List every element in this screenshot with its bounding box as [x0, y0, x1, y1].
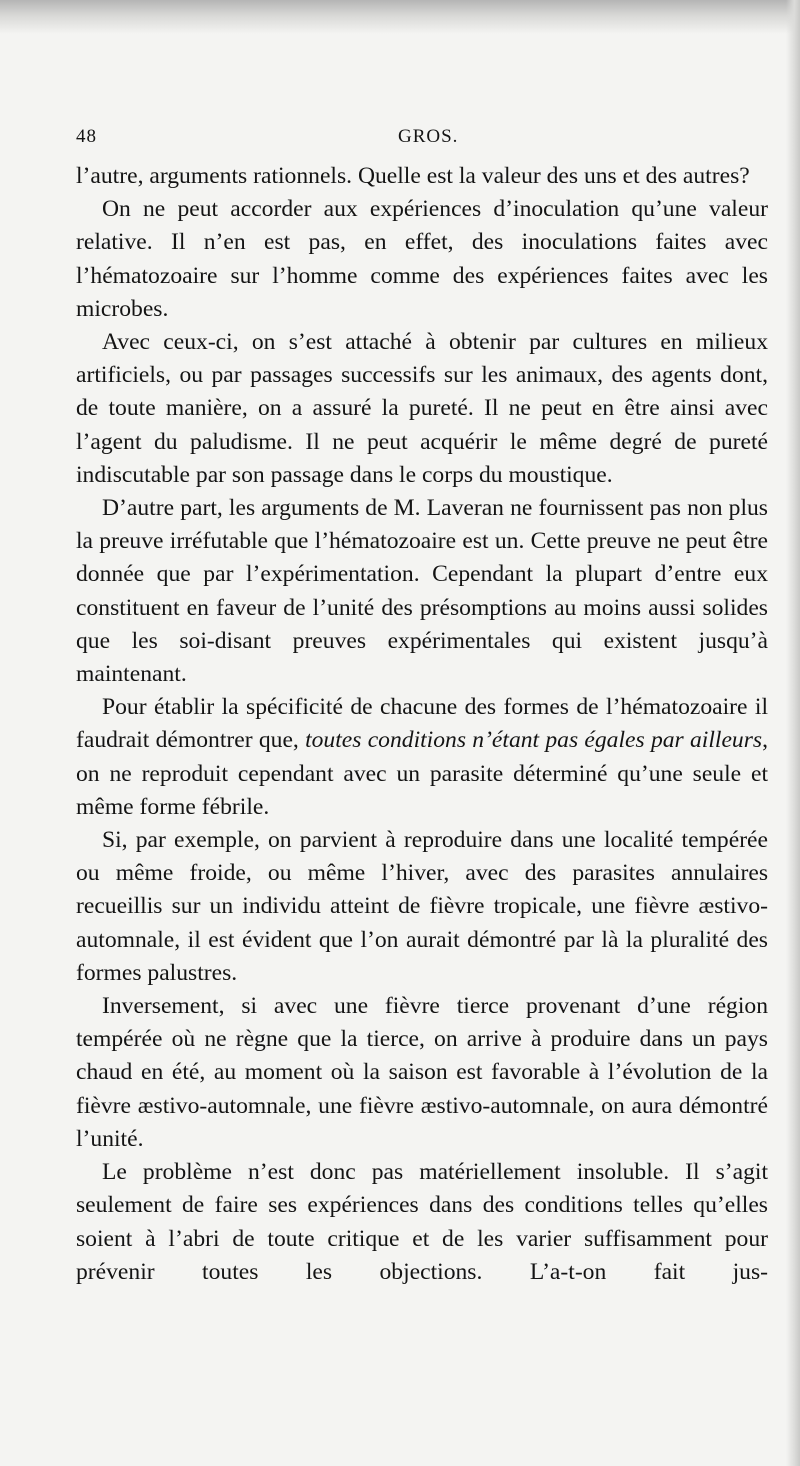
- running-header: [76, 126, 768, 160]
- page-number: 48: [76, 126, 97, 147]
- paragraph-cultures: Avec ceux-ci, on s’est attaché à obtenir par cultures en milieux artificiels, ou par passages successifs sur les animaux, des agents dont, de toute manière, on a assuré la pureté. Il ne peut en être ainsi avec l’agent du paludisme. Il ne peut acquérir le même degré de pureté indiscutable par son passage dans le corps du moustique.: [76, 329, 768, 488]
- page-binding-edge: [786, 0, 800, 1466]
- paragraph-inoculation: On ne peut accorder aux expériences d’inoculation qu’une valeur relative. Il n’en est pas, en effet, des inoculations faites avec l’hématozoaire sur l’homme comme des expériences faites avec les microbes.: [76, 196, 768, 322]
- paragraph-text: , on ne reproduit cependant avec un parasite déterminé qu’une seule et même forme fébrile.: [76, 727, 768, 820]
- paragraph-inversely: Inversement, si avec une fièvre tierce provenant d’une région tempérée où ne règne que la tierce, on arrive à produire dans un pays chaud en été, au moment où la saison est favorable à l’évolution de la fièvre æstivo-automnale, une fièvre æstivo-automnale, on aura démontré l’unité.: [76, 993, 768, 1152]
- running-title: GROS.: [398, 126, 459, 147]
- paragraph-problem: Le problème n’est donc pas matériellement insoluble. Il s’agit seulement de faire ses expériences dans des conditions telles qu’elles soient à l’abri de toute critique et de les varier suffisamment pour prévenir toutes les objections. L’a-t-on fait jus-: [76, 1159, 768, 1285]
- paragraph-example: Si, par exemple, on parvient à reproduire dans une localité tempérée ou même froide, ou même l’hiver, avec des parasites annulaires recueillis sur un individu atteint de fièvre tropicale, une fièvre æstivo-automnale, il est évident que l’on aurait démontré par là la pluralité des formes palustres.: [76, 827, 768, 986]
- paragraph-specificity: [76, 691, 768, 824]
- book-page: [76, 126, 768, 1289]
- page-top-shadow: [0, 0, 800, 34]
- paragraph-continued: l’autre, arguments rationnels. Quelle est la valeur des uns et des autres?: [76, 163, 750, 189]
- italic-phrase: toutes conditions n’étant pas égales par ailleurs: [305, 727, 763, 754]
- paragraph-text: Pour établir la spécificité de chacune des formes de l’hématozoaire il faudrait démontrer que,: [76, 694, 768, 754]
- body-text: [76, 160, 768, 1289]
- paragraph-laveran: D’autre part, les arguments de M. Laveran ne fournissent pas non plus la preuve irréfutable que l’hématozoaire est un. Cette preuve ne peut être donnée que par l’expérimentation. Cependant la plupart d’entre eux constituent en faveur de l’unité des présomptions au moins aussi solides que les soi-disant preuves expérimentales qui existent jusqu’à maintenant.: [76, 495, 768, 688]
